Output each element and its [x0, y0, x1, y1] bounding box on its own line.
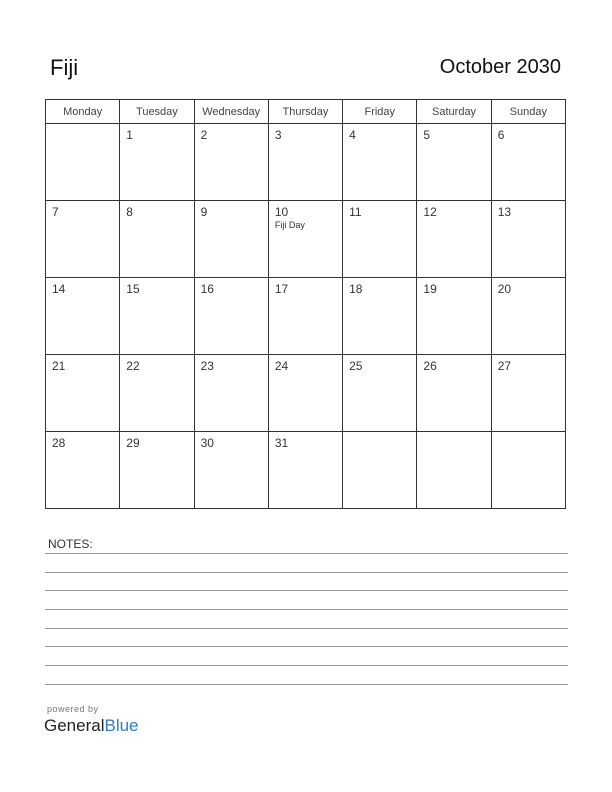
- day-number: 18: [349, 282, 363, 296]
- notes-line: [45, 665, 568, 666]
- day-number: 27: [497, 359, 512, 373]
- day-cell: [491, 201, 565, 278]
- day-number: 28: [52, 436, 66, 450]
- day-cell: [120, 278, 194, 355]
- day-number: 9: [200, 205, 208, 219]
- day-cell: [194, 278, 268, 355]
- brand-general: General: [44, 716, 105, 735]
- day-cell: [268, 432, 342, 509]
- day-cell: [194, 124, 268, 201]
- day-cell: [194, 432, 268, 509]
- month-year-title: October 2030: [439, 56, 561, 78]
- day-cell: [46, 124, 120, 201]
- day-number: 14: [52, 282, 66, 296]
- notes-line: [45, 646, 568, 647]
- day-cell: [46, 278, 120, 355]
- day-number: 1: [126, 128, 133, 142]
- day-number: 26: [423, 359, 437, 373]
- weekday-header: Sunday: [491, 100, 565, 124]
- week-row: [46, 124, 566, 201]
- day-number: 17: [274, 282, 289, 296]
- weekday-header-row: [46, 100, 566, 124]
- weekday-header: Monday: [46, 100, 120, 124]
- weekday-header: Tuesday: [120, 100, 194, 124]
- day-cell: [120, 355, 194, 432]
- day-number: 25: [349, 359, 363, 373]
- day-number: 20: [497, 282, 512, 296]
- notes-line: [45, 628, 568, 629]
- day-number: 2: [200, 128, 208, 142]
- day-cell: [417, 432, 491, 509]
- holiday-label: Fiji Day: [274, 220, 305, 230]
- notes-label: NOTES:: [48, 537, 93, 551]
- day-cell: [120, 201, 194, 278]
- day-number: 11: [349, 205, 362, 219]
- notes-line: [45, 684, 568, 685]
- day-cell: [46, 432, 120, 509]
- day-number: 10: [274, 205, 289, 219]
- day-cell: [491, 278, 565, 355]
- day-number: 16: [200, 282, 214, 296]
- day-cell: [120, 124, 194, 201]
- powered-by-text: powered by: [47, 704, 99, 714]
- notes-line: [45, 572, 568, 573]
- week-row: [46, 355, 566, 432]
- day-number: 19: [423, 282, 437, 296]
- day-cell: [268, 201, 342, 278]
- week-row: [46, 201, 566, 278]
- weekday-header: Friday: [343, 100, 417, 124]
- day-cell: [417, 355, 491, 432]
- brand-logo: [44, 716, 139, 736]
- day-cell: [491, 432, 565, 509]
- week-row: [46, 278, 566, 355]
- day-cell: [120, 432, 194, 509]
- day-cell: [343, 201, 417, 278]
- day-number: 13: [497, 205, 512, 219]
- day-number: 8: [126, 205, 133, 219]
- day-cell: [268, 124, 342, 201]
- day-cell: [491, 124, 565, 201]
- day-cell: [46, 201, 120, 278]
- week-row: [46, 432, 566, 509]
- day-number: 30: [200, 436, 214, 450]
- weekday-header: Saturday: [417, 100, 491, 124]
- day-number: 15: [126, 282, 140, 296]
- day-number: 23: [200, 359, 214, 373]
- calendar-grid: [45, 99, 566, 509]
- day-cell: [194, 201, 268, 278]
- day-cell: [268, 355, 342, 432]
- day-number: 3: [274, 128, 282, 142]
- notes-line: [45, 553, 568, 554]
- day-cell: [417, 201, 491, 278]
- day-number: 7: [52, 205, 59, 219]
- weekday-header: Wednesday: [194, 100, 268, 124]
- day-cell: [343, 124, 417, 201]
- day-number: 4: [349, 128, 356, 142]
- country-title: Fiji: [50, 55, 79, 80]
- day-cell: [46, 355, 120, 432]
- brand-blue: Blue: [104, 716, 139, 735]
- day-number: 6: [497, 128, 505, 142]
- day-cell: [343, 355, 417, 432]
- day-number: 31: [274, 436, 289, 450]
- notes-line: [45, 590, 568, 591]
- day-cell: [417, 124, 491, 201]
- day-cell: [343, 278, 417, 355]
- day-cell: [417, 278, 491, 355]
- day-number: 21: [52, 359, 66, 373]
- day-number: 29: [126, 436, 140, 450]
- day-number: 12: [423, 205, 437, 219]
- day-number: 5: [423, 128, 431, 142]
- day-number: 24: [274, 359, 289, 373]
- day-number: 22: [126, 359, 140, 373]
- day-cell: [491, 355, 565, 432]
- day-cell: [343, 432, 417, 509]
- day-cell: [268, 278, 342, 355]
- notes-line: [45, 609, 568, 610]
- weekday-header: Thursday: [268, 100, 342, 124]
- day-cell: [194, 355, 268, 432]
